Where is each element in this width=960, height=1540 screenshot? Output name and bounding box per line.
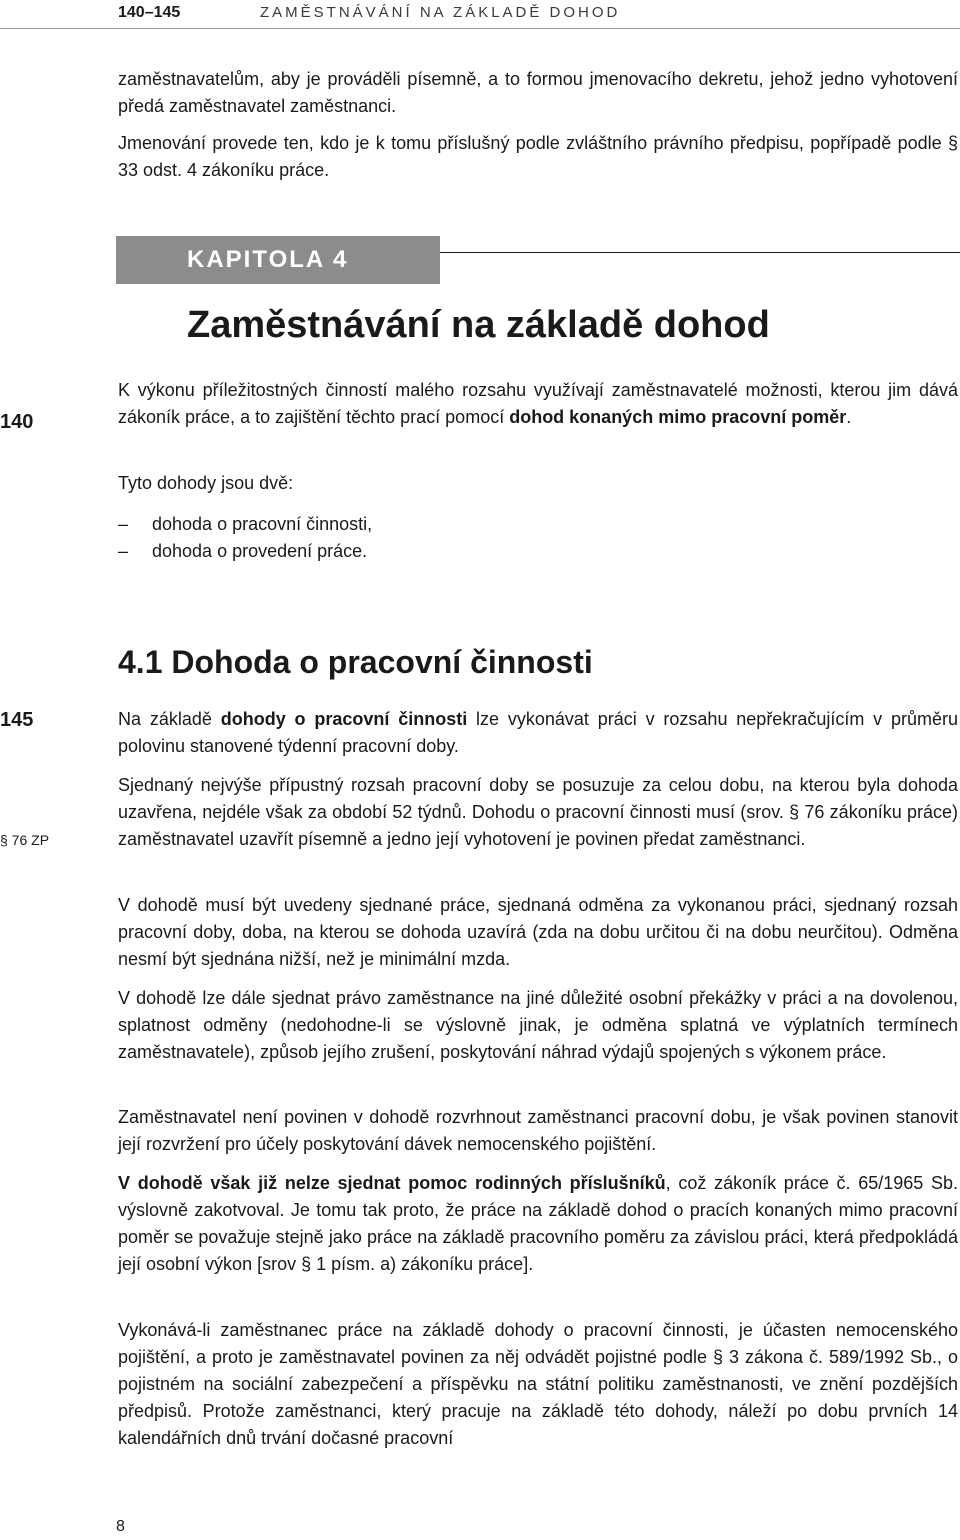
section-paragraph-2: Sjednaný nejvýše přípustný rozsah pracovní doby se posuzuje za celou dobu, na kterou byla dohoda uzavřena, nejdéle však za období 52 týdnů. Dohodu o pracovní činnosti musí (srov. § 76 zákoníku práce) zaměstnavatel uzavřít písemně a jedno její vyhotovení je povinen předat zaměstnanci. xyxy=(118,775,958,849)
list-dash: – xyxy=(118,541,129,561)
section-p1-text: Na základě xyxy=(118,709,221,729)
section-p1-bold: dohody o pracovní činnosti xyxy=(220,709,468,729)
section-paragraph-4: V dohodě lze dále sjednat právo zaměstnance na jiné důležité osobní překážky v práci a na dovolenou, splatnost odměny (nedohodne-li se výslovně jinak, je odměna splatná ve výplatních termínech zaměstnavatele), způsob jejího zrušení, poskytování náhrad výdajů spojených s výkonem práce. xyxy=(118,988,958,1062)
chapter-title: Zaměstnávání na základě dohod xyxy=(187,304,770,346)
section-paragraph-7: Vykonává-li zaměstnanec práce na základě dohody o pracovní činnosti, je účasten nemocenského pojištění, a proto je zaměstnavatel povinen za něj odvádět pojistné podle § 3 zákona č. 589/1992 Sb., o pojistném na sociální zabezpečení a příspěvku na státní politiku zaměstnanosti, ve znění pozdějších předpisů. Protože zaměstnanci, který pracuje na základě této dohody, náleží po dobu prvních 14 kalendářních dnů trvání dočasné pracovní xyxy=(118,1320,958,1448)
intro-paragraph-2: Jmenování provede ten, kdo je k tomu příslušný podle zvláštního právního předpisu, popřípadě podle § 33 odst. 4 zákoníku práce. xyxy=(118,133,958,180)
list-item-text: dohoda o pracovní činnosti, xyxy=(152,514,373,534)
chapter-divider xyxy=(440,252,960,253)
chapter-intro-bold: dohod konaných mimo pracovní poměr xyxy=(509,407,847,427)
section-p6-text: , což zákoník práce č. 65/1965 Sb. výslovně zakotvoval. Je tomu tak proto, že práce na základě dohod o pracích konaných mimo pracovní poměr se považuje stejně jako práce na základě pracovního poměru za závislou práci, která předpokládá její osobní výkon [srov § 1 písm. a) zákoníku práce]. xyxy=(118,1173,958,1274)
intro-paragraph-1: zaměstnavatelům, aby je prováděli písemně, a to formou jmenovacího dekretu, jehož jedno vyhotovení předá zaměstnavatel zaměstnanci. xyxy=(118,69,958,116)
chapter-intro-paragraph xyxy=(118,377,958,431)
section-paragraph-1 xyxy=(118,706,958,760)
list-item xyxy=(118,511,818,538)
chapter-label: KAPITOLA 4 xyxy=(187,246,349,273)
list-item xyxy=(118,538,818,565)
section-paragraph-3: V dohodě musí být uvedeny sjednané práce, sjednaná odměna za vykonanou práci, sjednaný rozsah pracovní doby, doba, na kterou se dohoda uzavírá (zda na dobu určitou či na dobu neurčitou). Odměna nesmí být sjednána nižší, než je minimální mzda. xyxy=(118,895,958,969)
header-running-title: ZAMĚSTNÁVÁNÍ NA ZÁKLADĚ DOHOD xyxy=(260,4,621,21)
margin-number-140: 140 xyxy=(0,411,34,433)
section-paragraph-6 xyxy=(118,1170,958,1278)
section-title: 4.1 Dohoda o pracovní činnosti xyxy=(118,644,593,680)
chapter-intro-text: K výkonu příležitostných činností malého rozsahu využívají zaměstnavatelé možnosti, kterou jim dává zákoník práce, a to zajištění těchto prací pomocí xyxy=(118,380,958,427)
section-paragraph-5: Zaměstnavatel není povinen v dohodě rozvrhnout zaměstnanci pracovní dobu, je však povinen stanovit její rozvržení pro účely poskytování dávek nemocenského pojištění. xyxy=(118,1107,958,1154)
section-p1-rest: lze vykonávat práci v rozsahu nepřekračujícím v průměru polovinu stanovené týdenní pracovní doby. xyxy=(118,709,959,756)
margin-reference: § 76 ZP xyxy=(0,832,50,848)
list-dash: – xyxy=(118,514,129,534)
margin-number-145: 145 xyxy=(0,709,34,731)
list-item-text: dohoda o provedení práce. xyxy=(152,541,368,561)
header-page-range: 140–145 xyxy=(118,4,181,21)
page-number: 8 xyxy=(116,1518,125,1535)
section-p6-bold: V dohodě však již nelze sjednat pomoc rodinných příslušníků xyxy=(118,1173,666,1193)
agreements-intro: Tyto dohody jsou dvě: xyxy=(118,473,294,493)
chapter-intro-end: . xyxy=(846,407,852,427)
